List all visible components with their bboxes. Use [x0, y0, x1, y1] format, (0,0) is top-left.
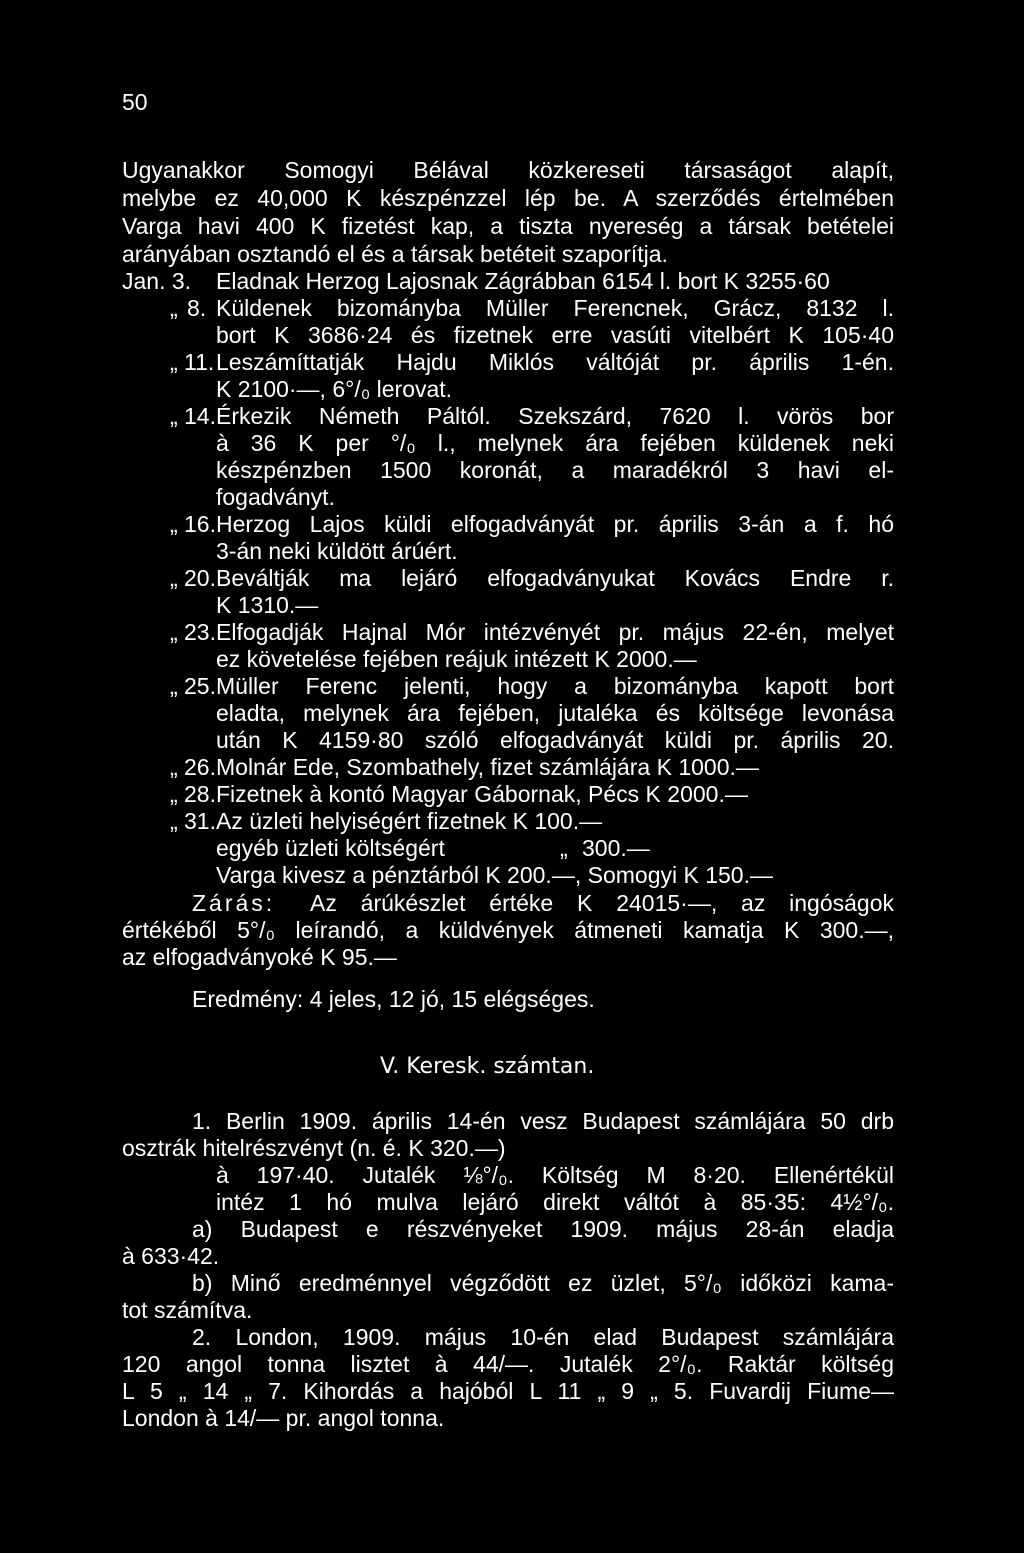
ditto-mark: „ [170, 673, 178, 699]
entry-text: készpénzben 1500 koronát, a maradékról 3 havi el- [216, 457, 894, 483]
entry-text: eladta, melynek ára fejében, jutaléka és költsége levonása [216, 700, 894, 726]
result-line: Eredmény: 4 jeles, 12 jó, 15 elégséges. [192, 986, 595, 1012]
problem-line: à 197·40. Jutalék ⅛°/₀. Költség M 8·20. Ellenértékül [216, 1162, 894, 1188]
entry-text: Fizetnek à kontó Magyar Gábornak, Pécs K 2000.— [216, 781, 748, 807]
entry-date: 28. [184, 781, 216, 807]
problem-line: London à 14/— pr. angol tonna. [122, 1405, 445, 1431]
ditto-mark: „ [170, 781, 178, 807]
problem-line: 1. Berlin 1909. április 14-én vesz Budapest számlájára 50 drb [192, 1108, 894, 1134]
entry-text: egyéb üzleti költségért [216, 835, 445, 861]
entry-text: Az üzleti helyiségért fizetnek K 100.— [216, 808, 603, 834]
closing-text: értékéből 5°/₀ leírandó, a küldvények átmeneti kamatja K 300.—, [122, 917, 894, 943]
ditto-mark: „ [170, 349, 178, 375]
problem-line: 120 angol tonna lisztet à 44/—. Jutalék 2°/₀. Raktár költség [122, 1351, 894, 1377]
entry-text: K 1310.— [216, 592, 319, 618]
ditto-mark: „ [170, 403, 178, 429]
ditto-mark: „ [170, 808, 178, 834]
problem-line: à 633·42. [122, 1243, 220, 1269]
text-line: arányában osztandó el és a társak betéteit szaporítja. [122, 241, 668, 267]
entry-date: 25. [184, 673, 216, 699]
problem-line: L 5 „ 14 „ 7. Kihordás a hajóból L 11 „ 9 „ 5. Fuvardij Fiume— [122, 1378, 894, 1404]
closing-text: Az árúkészlet értéke K 24015·—, az ingóságok [310, 890, 894, 916]
entry-text: fogadványt. [216, 484, 335, 510]
entry-text: K 2100·—, 6°/₀ lerovat. [216, 376, 453, 402]
page-number: 50 [122, 89, 148, 115]
entry-text: bort K 3686·24 és fizetnek erre vasúti vitelbért K 105·40 [216, 322, 894, 348]
ditto-mark: „ [170, 619, 178, 645]
entry-text: Érkezik Németh Páltól. Szekszárd, 7620 l. vörös bor [216, 403, 894, 429]
problem-line: osztrák hitelrészvényt (n. é. K 320.—) [122, 1135, 506, 1161]
ditto-mark: „ [170, 565, 178, 591]
entry-date: 14. [184, 403, 216, 429]
entry-date: 23. [184, 619, 216, 645]
entry-text: à 36 K per °/₀ l., melynek ára fejében küldenek neki [216, 430, 894, 456]
entry-text: Molnár Ede, Szombathely, fizet számlájára K 1000.— [216, 754, 759, 780]
ditto-mark: „ [560, 835, 568, 861]
entry-text: után K 4159·80 szóló elfogadványát küldi pr. április 20. [216, 727, 894, 753]
entry-text: Beváltják ma lejáró elfogadványukat Kovács Endre r. [216, 565, 894, 591]
section-title: V. Keresk. számtan. [380, 1054, 595, 1079]
entry-text: Varga kivesz a pénztárból K 200.—, Somogyi K 150.— [216, 862, 773, 888]
problem-line: a) Budapest e részvényeket 1909. május 28-án eladja [192, 1216, 894, 1242]
closing-text: az elfogadványoké K 95.— [122, 944, 397, 970]
entry-date: Jan. 3. [122, 268, 192, 294]
entry-text: Leszámíttatják Hajdu Miklós váltóját pr. április 1-én. [216, 349, 894, 375]
ditto-mark: „ [170, 295, 178, 321]
entry-text: 3-án neki küldött árúért. [216, 538, 458, 564]
entry-text: Küldenek bizományba Müller Ferencnek, Grácz, 8132 l. [216, 295, 894, 321]
expense-amount: 300.— [582, 835, 650, 861]
text-line: Ugyanakkor Somogyi Bélával közkereseti társaságot alapít, [122, 157, 894, 183]
entry-date: 11. [184, 349, 215, 375]
entry-text: Eladnak Herzog Lajosnak Zágrábban 6154 l. bort K 3255·60 [216, 268, 830, 294]
entry-text: Müller Ferenc jelenti, hogy a bizományba kapott bort [216, 673, 894, 699]
text-line: Varga havi 400 K fizetést kap, a tiszta nyereség a társak betételei [122, 213, 894, 239]
entry-date: 16. [184, 511, 216, 537]
problem-line: b) Minő eredménnyel végződött ez üzlet, 5°/₀ időközi kama- [192, 1270, 894, 1296]
ditto-mark: „ [170, 511, 178, 537]
problem-line: 2. London, 1909. május 10-én elad Budapest számlájára [192, 1324, 894, 1350]
problem-line: intéz 1 hó mulva lejáró direkt váltót à 85·35: 4½°/₀. [216, 1189, 894, 1215]
problem-line: tot számítva. [122, 1297, 253, 1323]
entry-date: 26. [184, 754, 216, 780]
entry-text: ez követelése fejében reájuk intézett K 2000.— [216, 646, 697, 672]
entry-date: 8. [187, 295, 207, 321]
entry-text: Herzog Lajos küldi elfogadványát pr. április 3-án a f. hó [216, 511, 894, 537]
entry-date: 20. [184, 565, 216, 591]
closing-label: Zárás: [192, 890, 276, 916]
ditto-mark: „ [170, 754, 178, 780]
entry-text: Elfogadják Hajnal Mór intézvényét pr. május 22-én, melyet [216, 619, 894, 645]
entry-date: 31. [184, 808, 216, 834]
text-line: melybe ez 40,000 K készpénzzel lép be. A szerződés értelmében [122, 185, 894, 211]
